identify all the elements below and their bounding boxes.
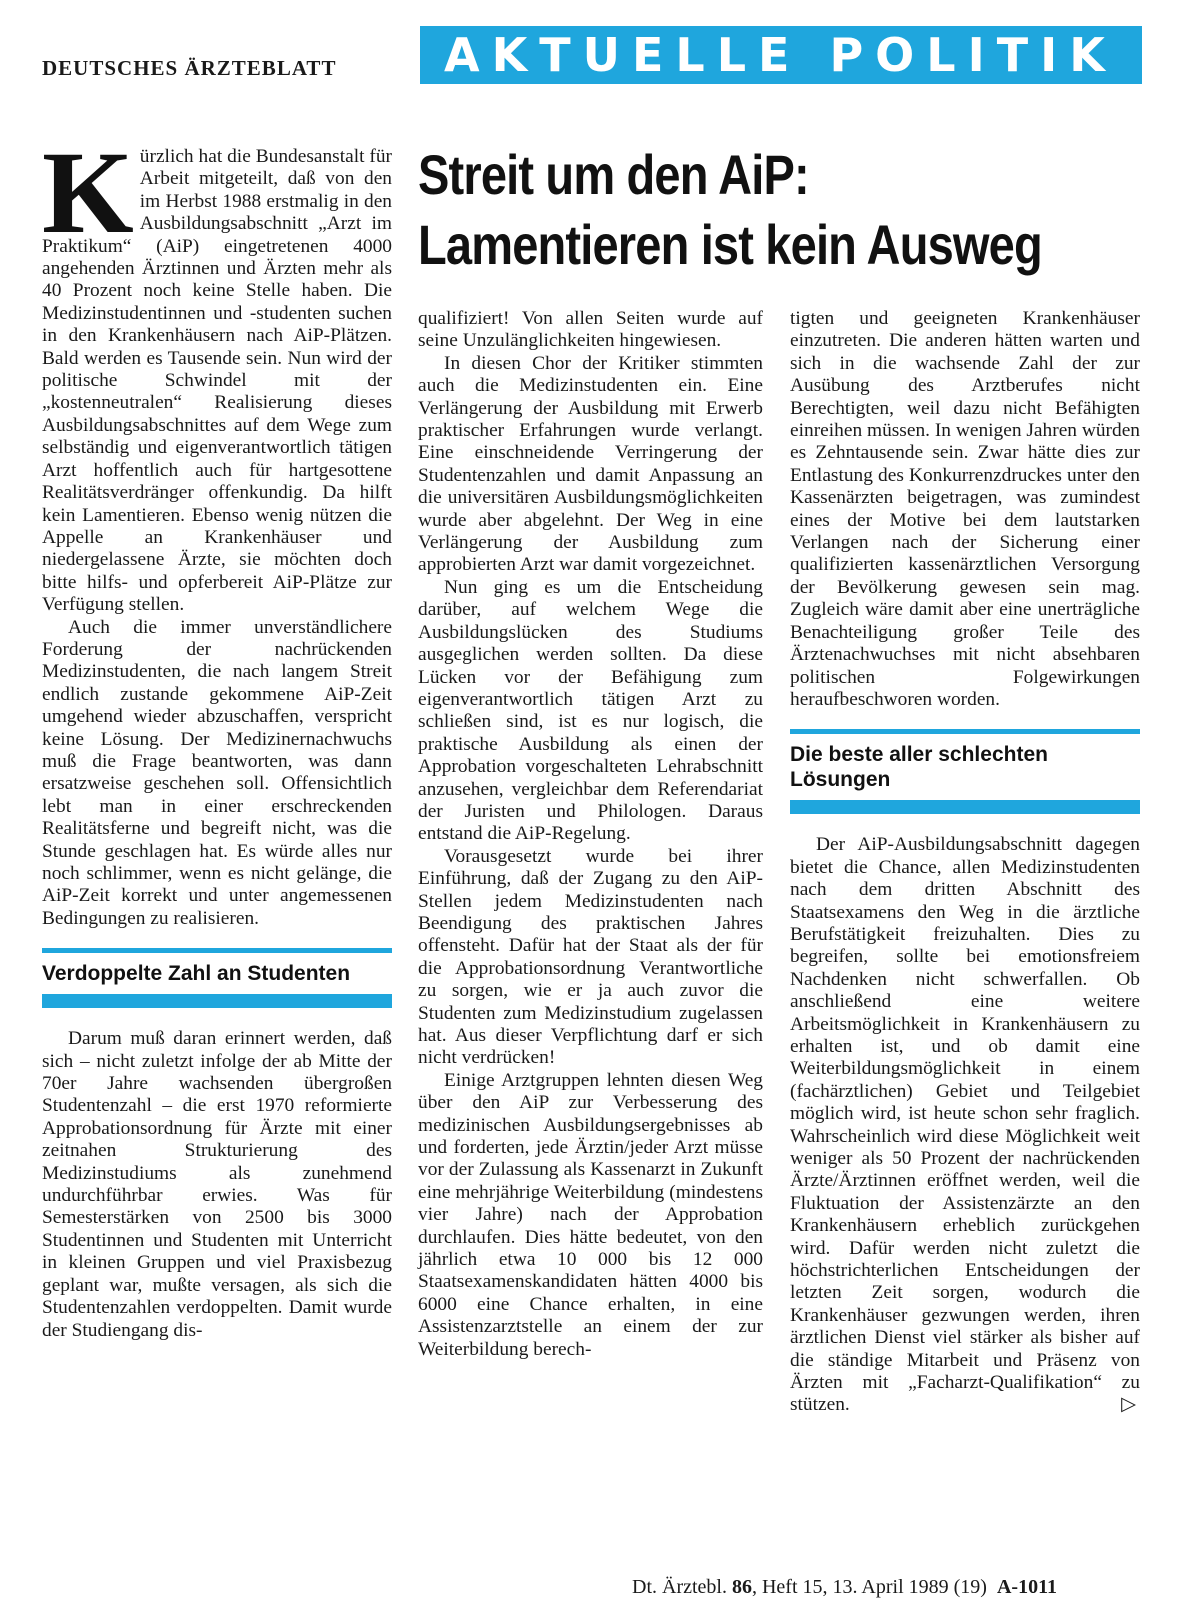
rubric-banner: AKTUELLE POLITIK [420, 26, 1142, 84]
subheading: Die beste aller schlechten Lösungen [790, 743, 1048, 792]
headline-line-1: Streit um den AiP: [418, 143, 809, 206]
paragraph: qualifiziert! Von allen Seiten wurde auf seine Unzulänglichkeiten hingewiesen. [418, 308, 763, 352]
footer-journal: Dt. Ärztebl. [632, 1576, 727, 1598]
footer-volume: 86 [731, 1576, 752, 1598]
paragraph [42, 127, 392, 617]
paragraph: tigten und geeigneten Krankenhäuser einzutreten. Die anderen hätten warten und sich in die wachsende Zahl der zur Ausübung des Arztberufes nicht Berechtigten, weil dazu nicht Befähigten einreihen müssen. In wenigen Jahren würden es Zehntausende sein. Zwar hätte dies zur Entlastung des Konkurrenzdruckes unter den Kassenärzten beigetragen, was zumindest eines der Motive bei dem lautstarken Verlangen nach der Sicherung einer qualifizierten kassenärztlichen Versorgung der Bevölkerung gewesen sein mag. Zugleich wäre damit aber eine unerträgliche Benachteiligung großer Teile des Ärztenachwuchses mit nicht absehbaren politischen Folgewirkungen heraufbeschworen worden. [790, 308, 1140, 710]
page-footer [632, 1576, 1057, 1599]
headline-line-2: Lamentieren ist kein Ausweg [418, 213, 1042, 276]
paragraph: Vorausgesetzt wurde bei ihrer Einführung, daß der Zugang zu den AiP-Stellen jedem Medizinstudenten nach Beendigung des praktischen Jahres offensteht. Dafür hat der Staat als der für die Approbationsordnung Verantwortliche zu sorgen, wie er ja auch zuvor die Studenten zum Medizinstudium zugelassen hat. Aus dieser Verpflichtung darf er sich nicht verdrücken! [418, 845, 763, 1069]
paragraph: Darum muß daran erinnert werden, daß sich – nicht zuletzt infolge der ab Mitte der 70er Jahre wachsenden übergroßen Studentenzahl – die erst 1970 reformierte Approbationsordnung für Ärzte mit einer zeitnahen Strukturierung des Medizinstudiums als zunehmend undurchführbar erwies. Was für Semesterstärken von 2500 bis 3000 Studentinnen und Studenten mit Unterricht in kleinen Gruppen und viel Praxisbezug geplant war, mußte versagen, als sich die Studentenzahlen verdoppelten. Damit wurde der Studiengang dis- [42, 1028, 392, 1341]
headline [418, 140, 1042, 280]
article-column-3 [790, 308, 1140, 1417]
drop-cap: K [42, 127, 134, 258]
paragraph-text: ürzlich hat die Bundesanstalt für Arbeit mitgeteilt, daß von den im Herbst 1988 erstmalig in den Ausbildungsabschnitt „Arzt im Praktikum“ (AiP) eingetretenen 4000 angehenden Ärztinnen und Ärzten mehr als 40 Prozent noch keine Stelle haben. Die Medizinstudentinnen und -studenten suchen in den Krankenhäusern nach AiP-Plätzen. Bald werden es Tausende sein. Nun wird der politische Schwindel mit der „kostenneutralen“ Realisierung dieses Ausbildungsabschnittes auf dem Wege zum selbständig und eigenverantwortlich tätigen Arzt hoffentlich auch für hartgesottene Realitätsverdränger offenkundig. Da hilft kein Lamentieren. Ebenso wenig nützen die Appelle an Krankenhäuser und niedergelassene Ärzte, sie möchten doch bitte hilfs- und opferbereit AiP-Plätze zur Verfügung stellen. [42, 146, 392, 616]
article-column-2 [418, 308, 763, 1361]
subheading: Verdoppelte Zahl an Studenten [42, 962, 351, 986]
paragraph [790, 834, 1140, 1417]
article-column-1 [42, 127, 392, 1342]
subheading-box [790, 729, 1140, 814]
continue-arrow-icon: ▷ [1121, 1394, 1136, 1416]
footer-page-number: A-1011 [996, 1576, 1057, 1598]
paragraph: In diesen Chor der Kritiker stimmten auch die Medizinstudenten ein. Eine Verlängerung der Ausbildung mit Erwerb praktischer Erfahrungen wurde verlangt. Eine einschneidende Verringerung der Studentenzahlen und damit Anpassung an die universitären Ausbildungsmöglichkeiten wurde aber abgelehnt. Der Weg in eine Verlängerung der Ausbildung zum approbierten Arzt war damit vorgezeichnet. [418, 352, 763, 576]
paragraph: Einige Arztgruppen lehnten diesen Weg über den AiP zur Verbesserung des medizinischen Ausbildungsergebnisses ab und forderten, jede Ärztin/jeder Arzt müsse vor der Zulassung als Kassenarzt in Zukunft eine mehrjährige Weiterbildung (mindestens vier Jahre) nach der Approbation durchlaufen. Dies hätte bedeutet, von den jährlich etwa 10 000 bis 12 000 Staatsexamenskandidaten hätten 4000 bis 6000 eine Chance erhalten, in eine Assistenzarztstelle an einem der zur Weiterbildung berech- [418, 1069, 763, 1360]
footer-issue: , Heft 15, 13. April 1989 (19) [751, 1576, 987, 1598]
masthead: DEUTSCHES ÄRZTEBLATT [42, 56, 337, 80]
paragraph: Auch die immer unverständlichere Forderung der nachrückenden Medizinstudenten, die nach langem Streit endlich zustande gekommene AiP-Zeit umgehend wieder abzuschaffen, verspricht keine Lösung. Der Medizinernachwuchs muß die Frage beantworten, was dann ersatzweise geschehen soll. Offensichtlich lebt man in einer erschreckenden Realitätsferne und begreift nicht, was die Stunde geschlagen hat. Es würde alles nur noch schlimmer, wenn es nicht gelänge, die AiP-Zeit korrekt und unter angemessenen Bedingungen zu realisieren. [42, 616, 392, 929]
paragraph-text: Der AiP-Ausbildungsabschnitt dagegen bietet die Chance, allen Medizinstudenten nach dem dritten Abschnitt des Staatsexamens den Weg in die ärztliche Berufstätigkeit freizuhalten. Dies zu begreifen, sollte bei emotionsfreiem Nachdenken nicht schwerfallen. Ob anschließend eine weitere Arbeitsmöglichkeit in Krankenhäusern zu erhalten ist, und ob damit eine Weiterbildungsmöglichkeit in einem (fachärztlichen) Gebiet und Teilgebiet möglich wird, ist heute schon sehr fraglich. Wahrscheinlich wird diese Möglichkeit weit weniger als 50 Prozent der nachrückenden Ärzte/Ärztinnen eröffnet werden, weil die Fluktuation der Assistenzärzte an den Krankenhäusern erheblich zurückgehen wird. Dafür werden nicht zuletzt die höchstrichterlichen Entscheidungen der letzten Zeit sorgen, wodurch die Krankenhäuser gezwungen werden, ihren ärztlichen Dienst viel stärker als bisher auf die ständige Mitarbeit und Präsenz von Ärzten mit „Facharzt-Qualifikation“ zu stützen. [790, 834, 1140, 1416]
subheading-box [42, 948, 392, 1008]
paragraph: Nun ging es um die Entscheidung darüber, auf welchem Wege die Ausbildungslücken des Studiums ausgeglichen werden sollten. Da diese Lücken vor der Befähigung zum eigenverantwortlich tätigen Arzt zu schließen sind, ist es nur logisch, die praktische Ausbildung als einen der Approbation vorgeschalteten Lehrabschnitt anzusehen, vergleichbar dem Referendariat der Juristen und Philologen. Daraus entstand die AiP-Regelung. [418, 576, 763, 845]
